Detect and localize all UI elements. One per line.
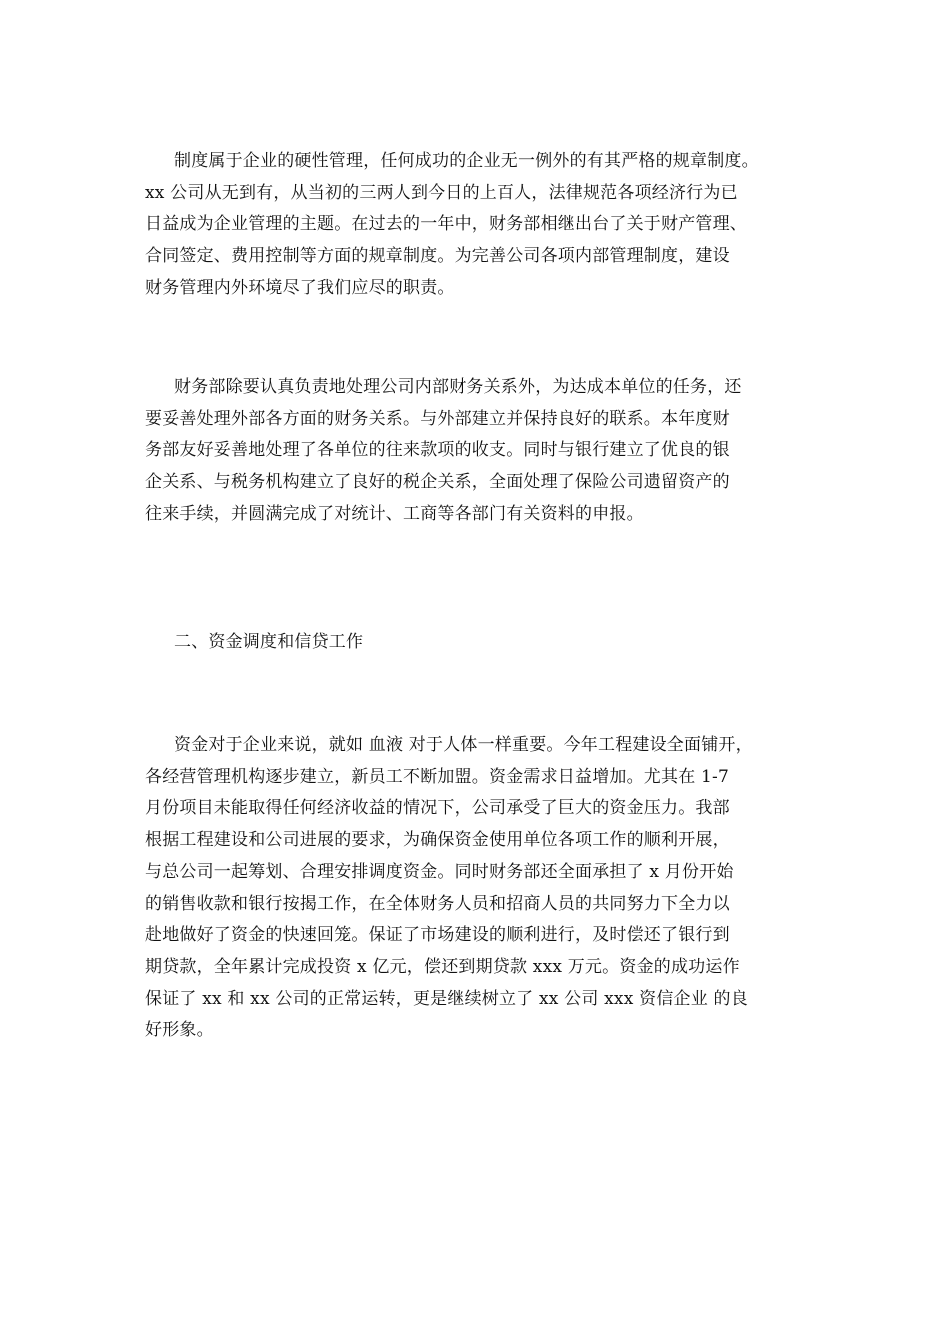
paragraph-line: 财务部除要认真负责地处理公司内部财务关系外，为达成本单位的任务，还: [174, 377, 742, 397]
paragraph-line: xx 公司从无到有，从当初的三两人到今日的上百人，法律规范各项经济行为已: [145, 182, 738, 203]
paragraph-line: 好形象。: [145, 1020, 214, 1041]
paragraph-line: 日益成为企业管理的主题。在过去的一年中，财务部相继出台了关于财产管理、: [145, 214, 747, 235]
paragraph-line: 企关系、与税务机构建立了良好的税企关系，全面处理了保险公司遗留资产的: [145, 472, 730, 493]
paragraph-line: 制度属于企业的硬性管理，任何成功的企业无一例外的有其严格的规章制度。: [174, 151, 759, 171]
paragraph-line: 务部友好妥善地处理了各单位的往来款项的收支。同时与银行建立了优良的银: [145, 440, 730, 461]
section-heading-text: 二、资金调度和信贷工作: [174, 632, 364, 652]
paragraph-line: 与总公司一起筹划、合理安排调度资金。同时财务部还全面承担了 x 月份开始: [145, 861, 734, 882]
section-heading: [145, 627, 815, 659]
paragraph-funds: [145, 730, 815, 1047]
paragraph-line: 各经营管理机构逐步建立，新员工不断加盟。资金需求日益增加。尤其在 1-7: [145, 766, 729, 787]
paragraph-line: 合同签定、费用控制等方面的规章制度。为完善公司各项内部管理制度，建设: [145, 246, 730, 267]
paragraph-line: 要妥善处理外部各方面的财务关系。与外部建立并保持良好的联系。本年度财: [145, 408, 730, 429]
paragraph-line: 赴地做好了资金的快速回笼。保证了市场建设的顺利进行，及时偿还了银行到: [145, 925, 730, 946]
paragraph-line: 往来手续，并圆满完成了对统计、工商等各部门有关资料的申报。: [145, 503, 644, 524]
paragraph-line: 期贷款，全年累计完成投资 x 亿元，偿还到期贷款 xxx 万元。资金的成功运作: [145, 956, 740, 977]
paragraph-line: 保证了 xx 和 xx 公司的正常运转，更是继续树立了 xx 公司 xxx 资信企业 的良: [145, 988, 748, 1009]
paragraph-line: 的销售收款和银行按揭工作，在全体财务人员和招商人员的共同努力下全力以: [145, 893, 730, 914]
paragraph-regulations: [145, 146, 815, 305]
paragraph-line: 资金对于企业来说，就如 血液 对于人体一样重要。今年工程建设全面铺开，: [174, 735, 753, 755]
paragraph-line: 财务管理内外环境尽了我们应尽的职责。: [145, 277, 455, 298]
paragraph-line: 月份项目未能取得任何经济收益的情况下，公司承受了巨大的资金压力。我部: [145, 798, 730, 819]
paragraph-line: 根据工程建设和公司进展的要求，为确保资金使用单位各项工作的顺利开展，: [145, 830, 730, 851]
paragraph-external-relations: [145, 372, 815, 531]
